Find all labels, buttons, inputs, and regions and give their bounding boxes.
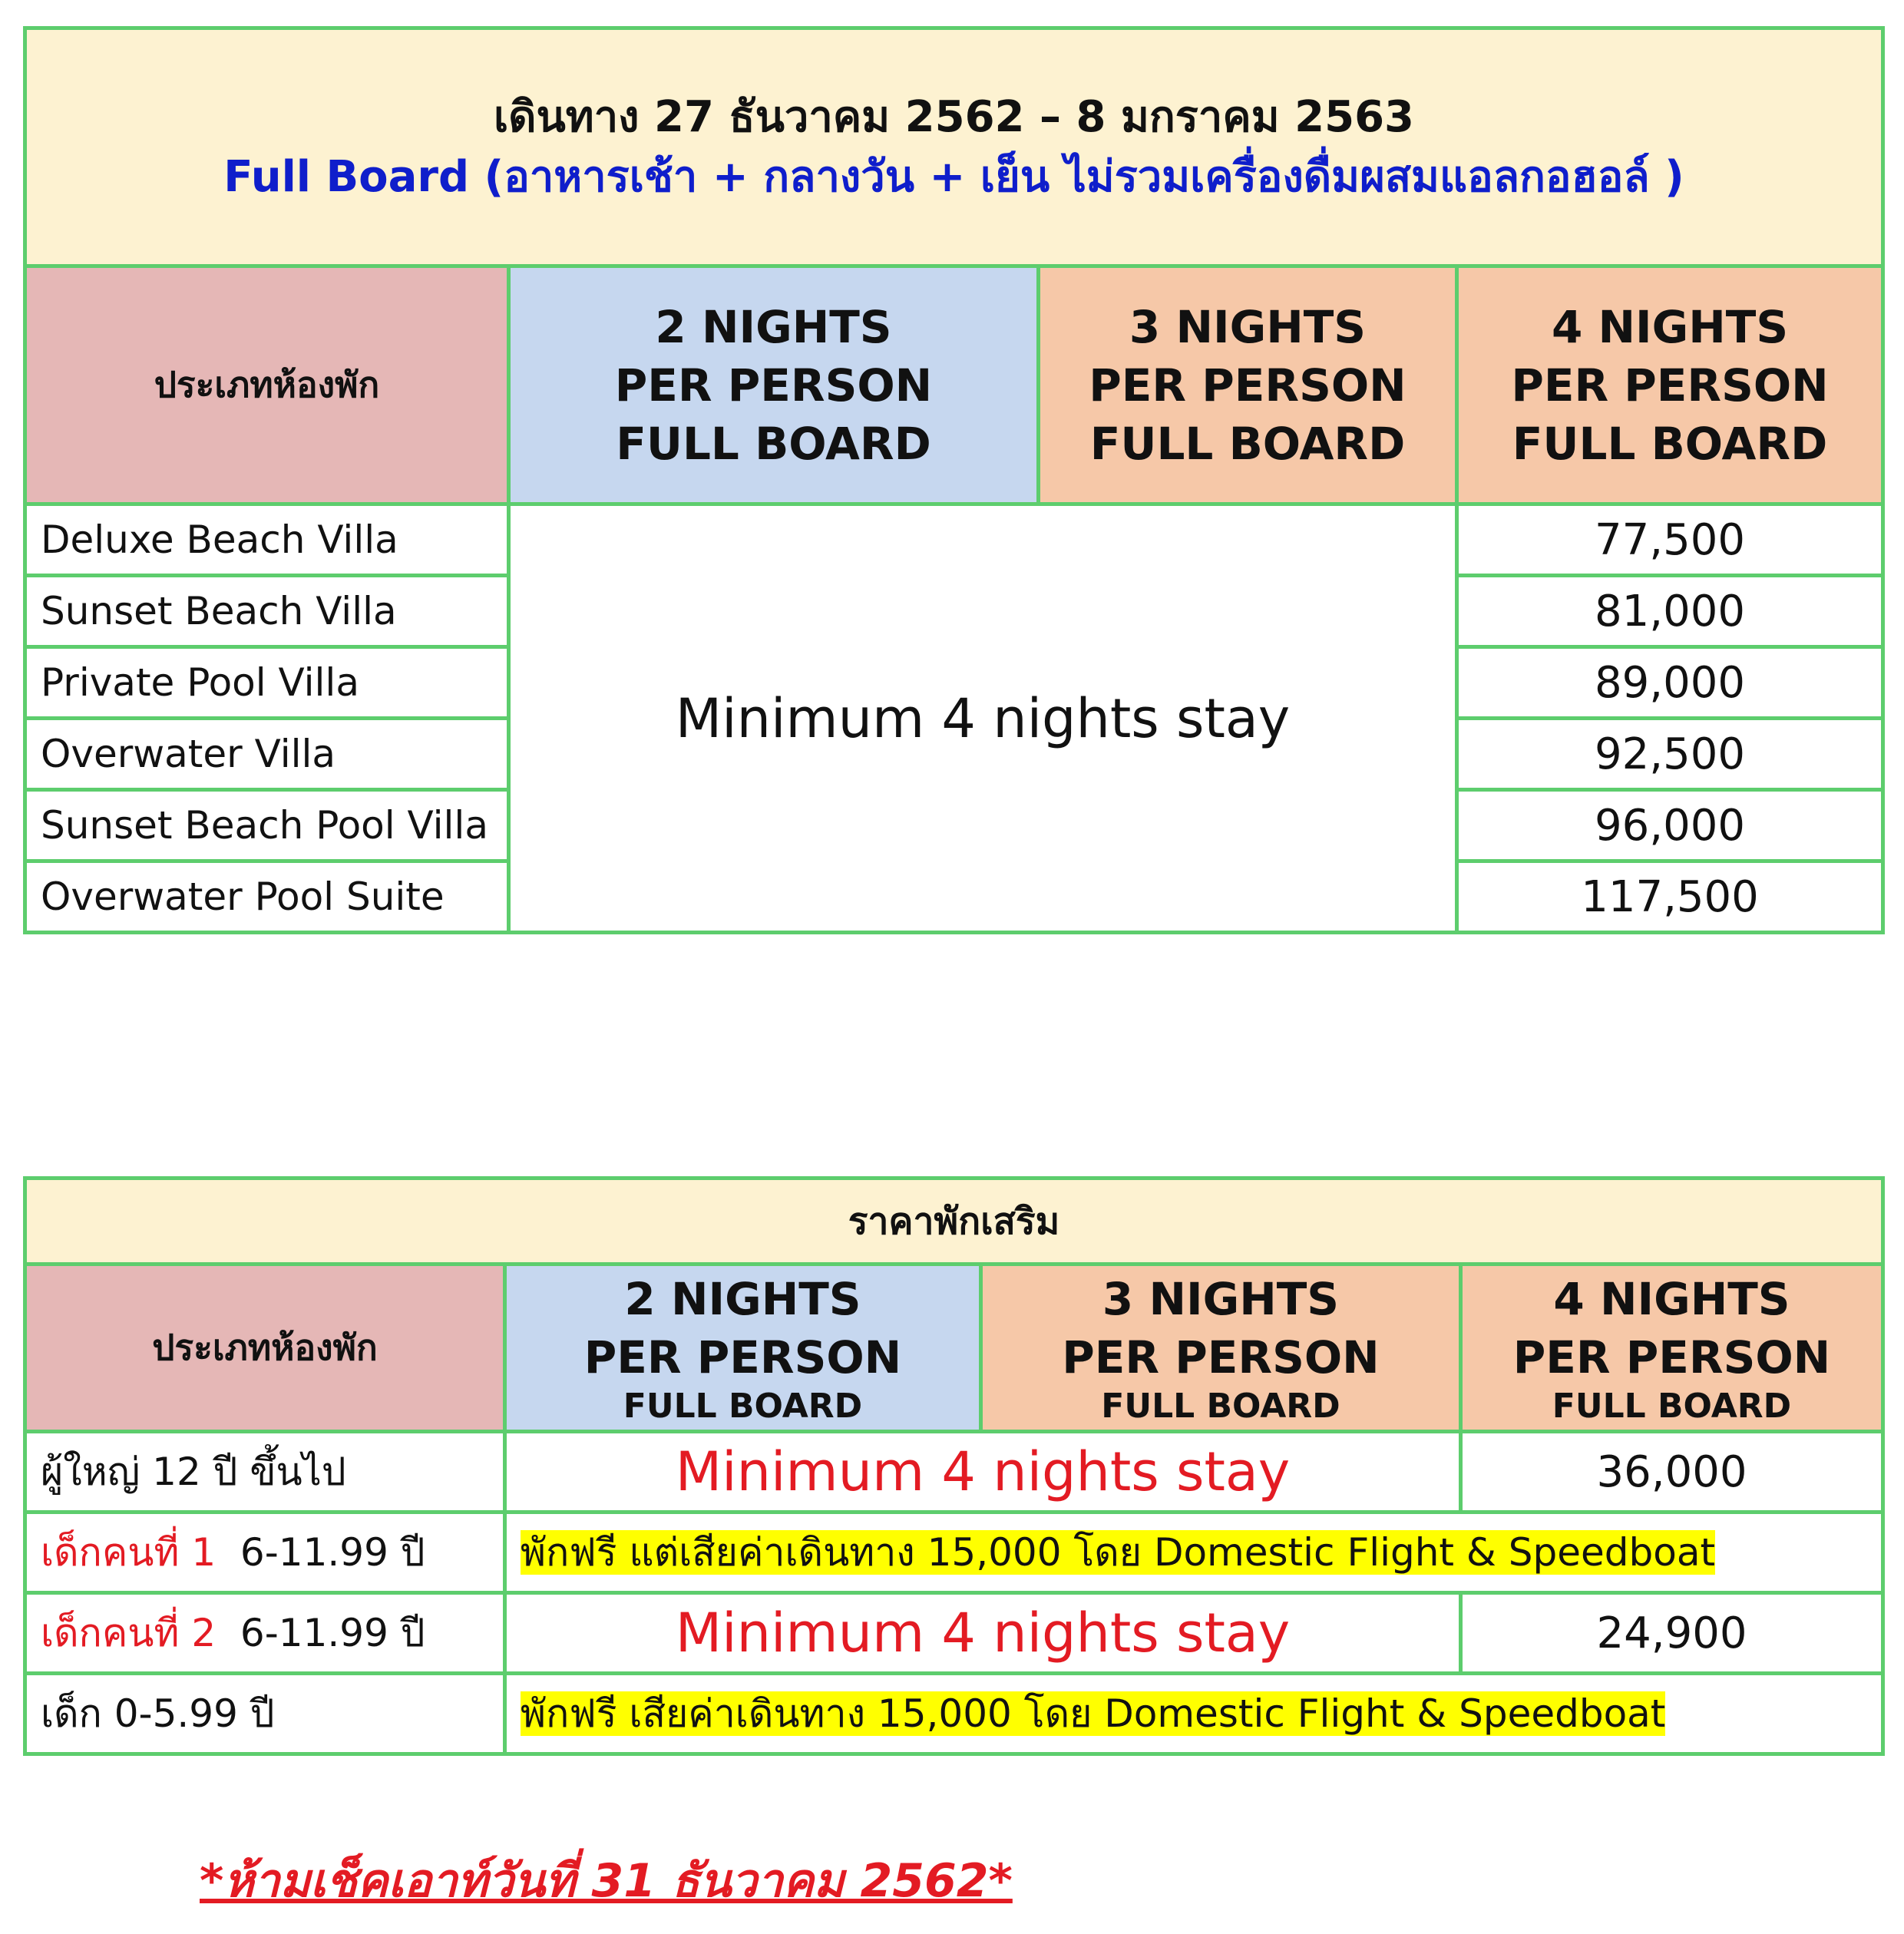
room-name: Overwater Villa <box>25 719 509 790</box>
meal-plan-description: Full Board (อาหารเช้า + กลางวัน + เย็น ไม่รวมเครื่องดื่มผสมแอลกอฮอล์ ) <box>223 151 1684 202</box>
header-4-nights: 4 NIGHTS PER PERSON FULL BOARD <box>1461 1265 1883 1432</box>
header-2-nights: 2 NIGHTS PER PERSON FULL BOARD <box>505 1265 981 1432</box>
table-row <box>25 1593 1883 1674</box>
price-4-nights: 24,900 <box>1461 1593 1883 1674</box>
checkout-restriction-note: *ห้ามเช็คเอาท์วันที่ 31 ธันวาคม 2562* <box>200 1854 1013 1908</box>
table-row <box>25 1674 1883 1754</box>
price-4-nights: 77,500 <box>1457 504 1883 576</box>
price-4-nights: 92,500 <box>1457 719 1883 790</box>
full-board-rate-table <box>23 26 1885 934</box>
travel-period-banner <box>25 28 1883 266</box>
room-type-header: ประเภทห้องพัก <box>25 266 509 504</box>
room-name: Sunset Beach Villa <box>25 576 509 647</box>
header-4-nights: 4 NIGHTS PER PERSON FULL BOARD <box>1457 266 1883 504</box>
room-name: Sunset Beach Pool Villa <box>25 790 509 861</box>
minimum-stay-note: Minimum 4 nights stay <box>505 1432 1461 1512</box>
extra-person-rate-table <box>23 1176 1885 1756</box>
table-row <box>25 1432 1883 1512</box>
free-stay-note: พักฟรี เสียค่าเดินทาง 15,000 โดย Domestic Flight & Speedboat <box>505 1674 1883 1754</box>
minimum-stay-note: Minimum 4 nights stay <box>505 1593 1461 1674</box>
price-4-nights: 117,500 <box>1457 861 1883 933</box>
room-type-header: ประเภทห้องพัก <box>25 1265 505 1432</box>
minimum-stay-note: Minimum 4 nights stay <box>509 504 1457 933</box>
header-3-nights: 3 NIGHTS PER PERSON FULL BOARD <box>981 1265 1461 1432</box>
guest-type-child-1: เด็กคนที่ 1 6-11.99 ปี <box>25 1512 505 1593</box>
table-row <box>25 504 1883 576</box>
guest-type-adult: ผู้ใหญ่ 12 ปี ขึ้นไป <box>25 1432 505 1512</box>
room-name: Overwater Pool Suite <box>25 861 509 933</box>
guest-type-infant: เด็ก 0-5.99 ปี <box>25 1674 505 1754</box>
guest-type-child-2: เด็กคนที่ 2 6-11.99 ปี <box>25 1593 505 1674</box>
header-3-nights: 3 NIGHTS PER PERSON FULL BOARD <box>1039 266 1457 504</box>
extra-bed-banner: ราคาพักเสริม <box>25 1179 1883 1265</box>
travel-dates: เดินทาง 27 ธันวาคม 2562 – 8 มกราคม 2563 <box>494 91 1415 142</box>
price-4-nights: 81,000 <box>1457 576 1883 647</box>
price-4-nights: 96,000 <box>1457 790 1883 861</box>
table-row <box>25 1512 1883 1593</box>
header-2-nights: 2 NIGHTS PER PERSON FULL BOARD <box>509 266 1039 504</box>
room-name: Deluxe Beach Villa <box>25 504 509 576</box>
room-name: Private Pool Villa <box>25 647 509 719</box>
price-4-nights: 36,000 <box>1461 1432 1883 1512</box>
free-stay-note: พักฟรี แต่เสียค่าเดินทาง 15,000 โดย Domestic Flight & Speedboat <box>505 1512 1883 1593</box>
price-4-nights: 89,000 <box>1457 647 1883 719</box>
